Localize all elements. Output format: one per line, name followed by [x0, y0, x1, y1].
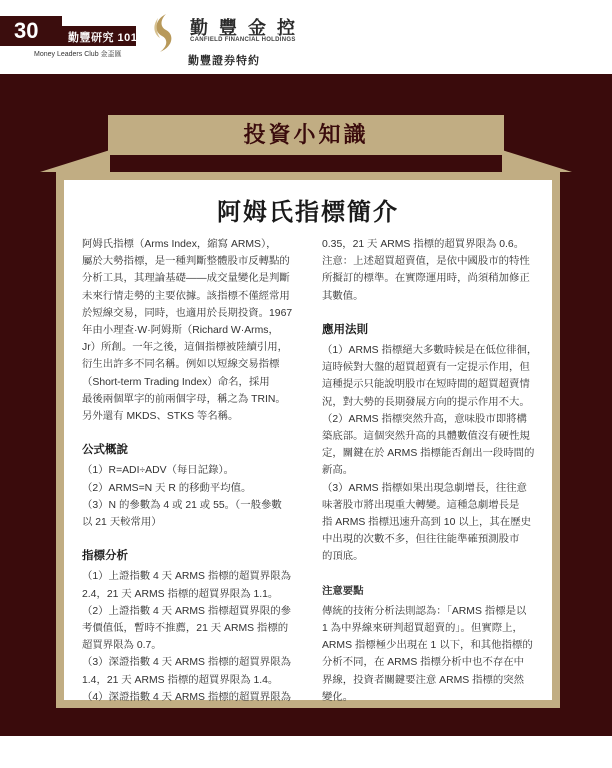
- body-text-line: 衍生出許多不同名稱。例如以短線交易指標: [82, 359, 280, 371]
- page-header: [0, 0, 612, 72]
- banner-title: 投資小知識: [243, 122, 369, 147]
- body-text-line: 分析不同，在 ARMS 指標分析中也不存在中: [322, 657, 525, 669]
- body-text-line: 注意：上述超買超賣值，是依中國股市的特性: [322, 256, 530, 268]
- body-text-line: 界線，投資者關鍵要注意 ARMS 指標的突然: [322, 674, 525, 686]
- body-text-line: 中出現的次數不多，但往往能準確預測股市: [322, 534, 520, 546]
- body-text-line: 考價值低，暫時不推薦，21 天 ARMS 指標的: [82, 623, 289, 635]
- page-number: 30: [14, 18, 39, 43]
- body-text-line: 另外還有 MKDS、STKS 等名稱。: [82, 411, 239, 423]
- sponsor-label: 勤豐證券特約: [188, 55, 260, 67]
- body-text-line: （1）R=ADI÷ADV（每日記錄）。: [82, 465, 235, 477]
- body-text-line: 其數值。: [322, 290, 364, 302]
- section-heading: 指標分析: [82, 550, 128, 563]
- body-text-line: 新高。: [322, 465, 354, 477]
- body-text-line: 變化。: [322, 691, 354, 703]
- body-text-line: 於短線交易，同時，也適用於長期投資。1967: [82, 307, 293, 319]
- body-text-line: 1 為中界線來研判超買超賣的」。但實際上，: [322, 623, 523, 635]
- body-text-line: （3）ARMS 指標如果出現急劇增長，往往意: [322, 482, 527, 494]
- body-text-line: （2）ARMS 指標突然升高，意味股市即將構: [322, 413, 527, 425]
- club-name: Money Leaders Club 金盃匯: [34, 51, 122, 58]
- body-text-line: （2）ARMS=N 天 R 的移動平均值。: [82, 482, 252, 494]
- body-text-line: 定，關鍵在於 ARMS 指標能否創出一段時間的: [322, 448, 535, 460]
- article-column-right: [322, 236, 540, 706]
- body-text-line: 超買界限為 0.7。: [82, 640, 162, 652]
- brand-name-en: CANFIELD FINANCIAL HOLDINGS: [190, 37, 296, 43]
- body-text-line: 傳統的技術分析法則認為：「ARMS 指標是以: [322, 605, 527, 617]
- body-text-line: Jr）所創。一年之後，這個指標被陸續引用，: [82, 342, 289, 354]
- body-text-line: （3）深證指數 4 天 ARMS 指標的超買界限為: [82, 657, 291, 669]
- body-text-line: （2）上證指數 4 天 ARMS 指標超買界限的參: [82, 605, 291, 617]
- ribbon-right-wing: [502, 150, 572, 172]
- body-text-line: （1）ARMS 指標絕大多數時候是在低位徘徊，: [322, 345, 538, 357]
- section-heading: 公式概說: [82, 444, 128, 457]
- body-text-line: 的頂底。: [322, 551, 364, 563]
- body-text-line: 年由小理查·W·阿姆斯（Richard W·Arms，: [82, 325, 279, 337]
- body-text-line: ARMS 指標極少出現在 1 以下，和其他指標的: [322, 640, 533, 652]
- body-text-line: 2.4，21 天 ARMS 指標的超買界限為 1.1。: [82, 588, 279, 600]
- brand-logo-icon: [148, 12, 178, 54]
- body-text-line: 以 21 天較常用）: [82, 517, 162, 529]
- article-column-left: [82, 236, 300, 706]
- body-text-line: 分析工具，其理論基礎——成交量變化是判斷: [82, 273, 290, 285]
- section-label: 勤豐研究 101: [68, 32, 138, 44]
- section-heading: 應用法則: [322, 323, 368, 336]
- body-text-line: 阿姆氏指標（Arms Index，縮寫 ARMS），: [82, 239, 277, 250]
- section-heading: 注意要點: [322, 585, 364, 597]
- body-text-line: 1.4，21 天 ARMS 指標的超買界限為 1.4。: [82, 674, 279, 686]
- body-text-line: （3）N 的參數為 4 或 21 或 55。（一般參數: [82, 499, 282, 511]
- brand-name-zh: 勤 豐 金 控: [190, 18, 299, 38]
- body-text-line: 所擬訂的標準。在實際運用時，尚須稍加修正: [322, 273, 530, 285]
- body-text-line: 未來行情走勢的主要依據。該指標不僅經常用: [82, 290, 290, 302]
- body-text-line: 屬於大勢指標，是一種判斷整體股市反轉點的: [82, 256, 290, 268]
- body-text-line: 最後兩個單字的前兩個字母，稱之為 TRIN。: [82, 393, 286, 405]
- ribbon-left-wing: [40, 150, 110, 172]
- body-text-line: 築底部。這個突然升高的具體數值沒有硬性規: [322, 431, 530, 443]
- body-text-line: 0.35，21 天 ARMS 指標的超買界限為 0.6。: [322, 239, 525, 250]
- body-text-line: （4）深證指數 4 天 ARMS 指標的超買界限為: [82, 691, 291, 703]
- body-text-line: 指 ARMS 指標迅速升高到 10 以上，其在歷史: [322, 517, 531, 529]
- article-title: 阿姆氏指標簡介: [217, 199, 399, 226]
- body-text-line: （Short-term Trading Index）命名，採用: [82, 376, 270, 388]
- body-text-line: （1）上證指數 4 天 ARMS 指標的超買界限為: [82, 571, 291, 583]
- body-text-line: 況，對大勢的長期發展方向的提示作用不大。: [322, 396, 530, 408]
- body-text-line: 這時候對大盤的超買超賣有一定提示作用，但: [322, 362, 530, 374]
- body-text-line: 這種提示只能說明股市在短時間的超買超賣情: [322, 379, 530, 391]
- body-text-line: 味著股市將出現重大轉變。這種急劇增長是: [322, 499, 520, 511]
